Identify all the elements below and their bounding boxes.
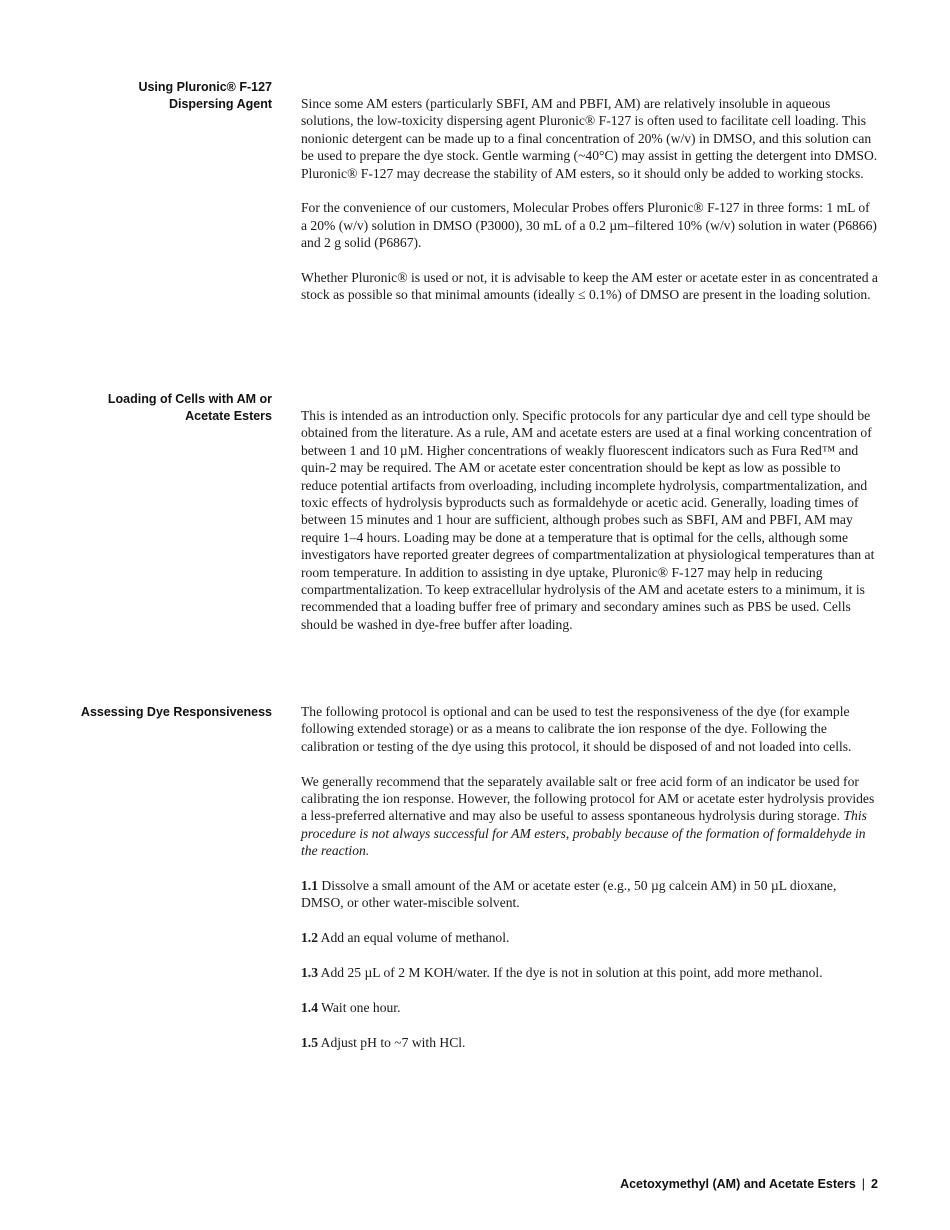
paragraph-italic-note: This procedure is not always successful for AM esters, probably because of the formation of formaldehyde in the reaction. bbox=[301, 808, 867, 859]
heading-line: Loading of Cells with AM or bbox=[107, 392, 272, 406]
step-text: Add 25 µL of 2 M KOH/water. If the dye is not in solution at this point, add more methanol. bbox=[318, 965, 823, 981]
heading-line: Assessing Dye Responsiveness bbox=[80, 705, 272, 719]
step-number: 1.2 bbox=[301, 930, 318, 946]
paragraph: The following protocol is optional and can be used to test the responsiveness of the dye (for example following extended storage) or as a means to calibrate the ion response of the dye. Following the calibration or testing of the dye using this protocol, it should be disposed of and not loaded into cells. bbox=[301, 704, 852, 754]
section-body-assessing bbox=[301, 703, 879, 1051]
step-number: 1.1 bbox=[301, 878, 318, 894]
section-heading-pluronic bbox=[60, 79, 272, 113]
section-heading-assessing bbox=[60, 704, 272, 721]
section-heading-loading bbox=[60, 391, 272, 425]
step-text: Dissolve a small amount of the AM or acetate ester (e.g., 50 µg calcein AM) in 50 µL dioxane, DMSO, or other water-miscible solvent. bbox=[301, 878, 837, 911]
step-number: 1.5 bbox=[301, 1034, 318, 1050]
paragraph: Since some AM esters (particularly SBFI, AM and PBFI, AM) are relatively insoluble in aqueous solutions, the low-toxicity dispersing agent Pluronic® F-127 is often used to facilitate cell loading. This nonionic detergent can be made up to a final concentration of 20% (w/v) in DMSO, and this solution can be used to prepare the dye stock. Gentle warming (~40°C) may assist in getting the detergent into DMSO. Pluronic® F-127 may decrease the stability of AM esters, so it should only be added to working stocks. bbox=[301, 96, 878, 181]
footer-separator: | bbox=[861, 1177, 866, 1191]
paragraph bbox=[301, 773, 879, 860]
protocol-step bbox=[301, 929, 879, 946]
heading-line: Using Pluronic® F-127 bbox=[138, 80, 272, 94]
step-text: Add an equal volume of methanol. bbox=[318, 930, 510, 946]
section-body-loading bbox=[301, 407, 879, 633]
footer-title: Acetoxymethyl (AM) and Acetate Esters bbox=[620, 1177, 856, 1191]
step-text: Wait one hour. bbox=[318, 999, 401, 1015]
protocol-step bbox=[301, 999, 879, 1016]
paragraph: This is intended as an introduction only. Specific protocols for any particular dye and cell type should be obtained from the literature. As a rule, AM and acetate esters are used at a final working concentration of between 1 and 10 µM. Higher concentrations of weakly fluorescent indicators such as Fura Red™ and quin-2 may be required. The AM or acetate ester concentration should be kept as low as possible to reduce potential artifacts from overloading, including incomplete hydrolysis, compartmentalization, and toxic effects of hydrolysis byproducts such as formaldehyde or acetic acid. Generally, loading times of between 15 minutes and 1 hour are sufficient, although probes such as SBFI, AM and PBFI, AM may require 1–4 hours. Loading may be done at a temperature that is optimal for the cells, although some investigators have reported greater degrees of compartmentalization at physiological temperatures than at room temperature. In addition to assisting in dye uptake, Pluronic® F-127 may help in reducing compartmentalization. To keep extracellular hydrolysis of the AM and acetate esters to a minimum, it is recommended that a loading buffer free of primary and secondary amines such as PBS be used. Cells should be washed in dye-free buffer after loading. bbox=[301, 408, 875, 632]
protocol-step bbox=[301, 877, 879, 912]
step-number: 1.4 bbox=[301, 999, 318, 1015]
protocol-step bbox=[301, 964, 879, 981]
page-footer bbox=[620, 1177, 878, 1191]
paragraph-text: We generally recommend that the separately available salt or free acid form of an indicator be used for calibrating the ion response. However, the following protocol for AM or acetate ester hydrolysis provides a less-preferred alternative and may also be useful to assess spontaneous hydrolysis during storage. bbox=[301, 773, 875, 824]
section-body-pluronic bbox=[301, 95, 879, 304]
heading-line: Dispersing Agent bbox=[168, 97, 272, 111]
heading-line: Acetate Esters bbox=[185, 409, 272, 423]
step-number: 1.3 bbox=[301, 965, 318, 981]
step-text: Adjust pH to ~7 with HCl. bbox=[318, 1034, 466, 1050]
paragraph: Whether Pluronic® is used or not, it is advisable to keep the AM ester or acetate ester in as concentrated a stock as possible so that minimal amounts (ideally ≤ 0.1%) of DMSO are present in the loading solution. bbox=[301, 270, 878, 303]
protocol-step bbox=[301, 1034, 879, 1051]
page-number: 2 bbox=[871, 1177, 878, 1191]
paragraph: For the convenience of our customers, Molecular Probes offers Pluronic® F-127 in three forms: 1 mL of a 20% (w/v) solution in DMSO (P3000), 30 mL of a 0.2 µm–filtered 10% (w/v) solution in water (P6866) and 2 g solid (P6867). bbox=[301, 200, 877, 251]
